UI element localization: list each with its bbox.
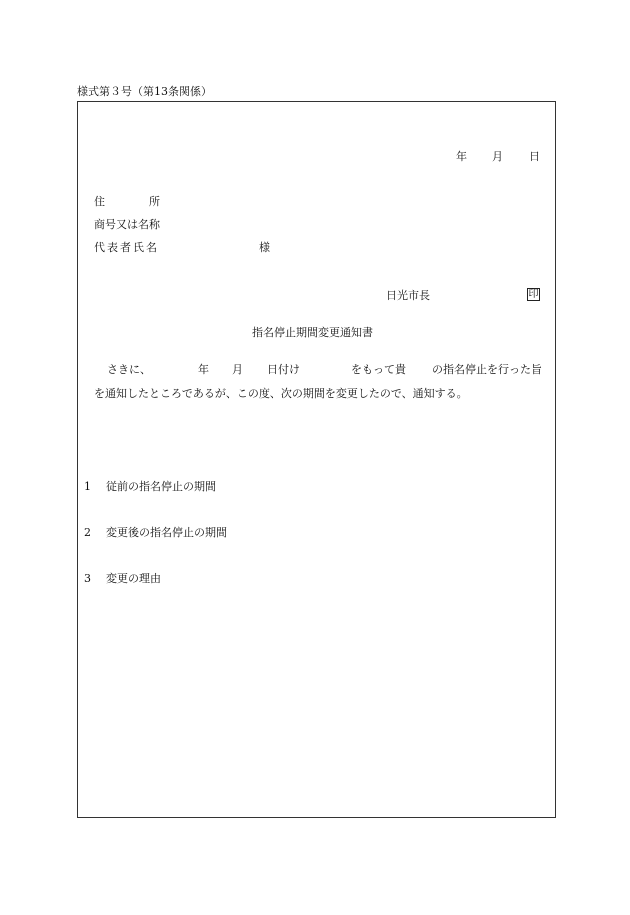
item-number: 3 [84,572,91,585]
seal-mark: 印 [528,288,539,300]
item-text: 従前の指名停止の期間 [106,480,216,493]
body-dated: 日付け [267,363,300,376]
body-intro: さきに、 [107,363,151,376]
form-number: 様式第３号（第13条関係） [77,85,212,98]
body-line-2: を通知したところであるが、この度、次の期間を変更したので、通知する。 [94,387,468,400]
body-year: 年 [198,363,209,376]
body-by-your: をもって貴 [351,363,406,376]
body-month: 月 [232,363,243,376]
date-year-label: 年 [456,150,467,163]
representative-label: 代表者氏名 [94,241,159,254]
address-label-part-2: 所 [149,195,160,208]
form-frame [77,101,556,818]
item-text: 変更の理由 [106,572,161,585]
item-text: 変更後の指名停止の期間 [106,526,227,539]
document-title: 指名停止期間変更通知書 [252,326,373,339]
address-label-part-1: 住 [94,195,105,208]
date-month-label: 月 [492,150,503,163]
body-rest: の指名停止を行った旨 [432,363,542,376]
date-day-label: 日 [529,150,540,163]
trade-name-label: 商号又は名称 [94,218,160,231]
item-number: 1 [84,480,91,493]
issuer-title: 日光市長 [386,289,430,302]
address-label [94,196,160,207]
item-number: 2 [84,526,91,539]
honorific-label: 様 [259,241,270,254]
